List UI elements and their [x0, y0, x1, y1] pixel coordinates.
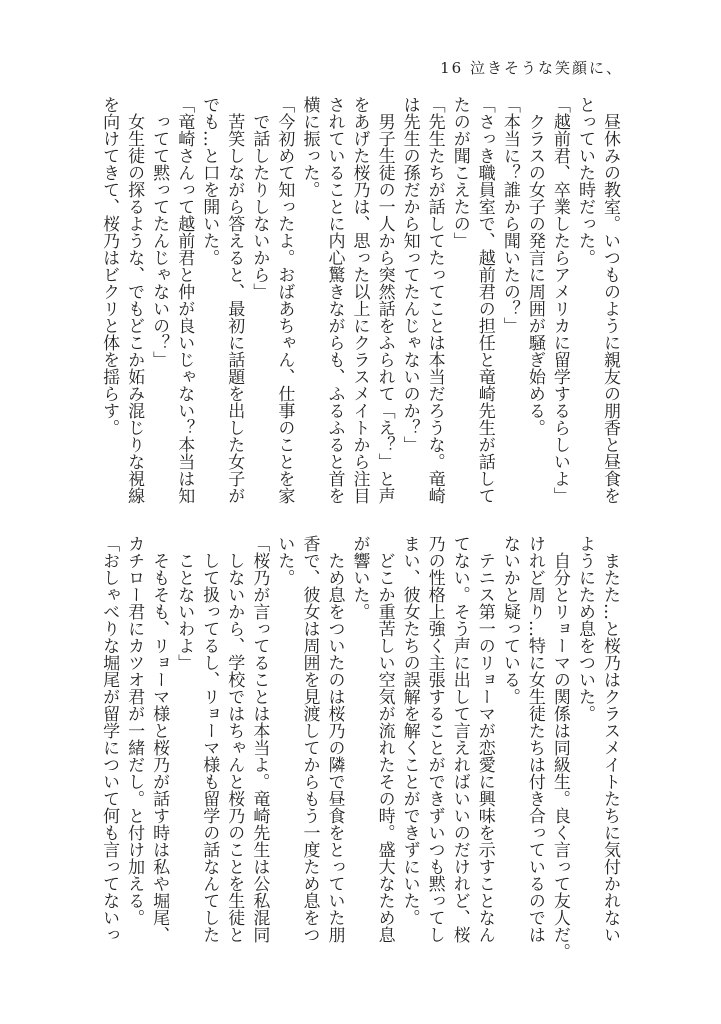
text-line: またた…と桜乃はクラスメイトたちに気付かれない: [600, 535, 620, 943]
text-line: ため息をついたのは桜乃の隣で昼食をとっていた朋: [324, 535, 345, 943]
text-line: たのが聞こえたの」: [449, 96, 470, 249]
text-line: ようにため息をついた。: [574, 535, 595, 722]
text-line: とっていた時だった。: [574, 96, 595, 266]
chapter-title: 泣きそうな笑顔に、: [469, 59, 623, 77]
text-line: 自分とリョーマの関係は同級生。良く言って友人だ。: [549, 535, 570, 960]
text-line: カチロー君にカツオ君が一緒だし。と付け加える。: [124, 535, 145, 926]
text-line: 苦笑しながら答えると、最初に話題を出した女子が: [224, 96, 245, 504]
text-line: で話したりしないから」: [249, 96, 270, 300]
text-line: クラスの女子の発言に周囲が騒ぎ始める。: [524, 96, 545, 436]
text-line: 「本当に？誰から聞いたの？」: [499, 96, 520, 334]
text-line: 「先生たちが話してたってことは本当だろうな。竜崎: [424, 96, 445, 504]
page-number: 16: [440, 59, 464, 77]
text-line: でも…と口を開いた。: [199, 96, 220, 266]
upper-text-block: [96, 96, 622, 526]
text-line: 横に振った。: [299, 96, 320, 198]
text-line: 女生徒の探るような、でもどこか妬み混じりな視線: [124, 96, 145, 504]
text-line: を向けてきて、桜乃はビクリと体を揺らす。: [99, 96, 120, 436]
text-line: そもそも、リョーマ様と桜乃が話す時は私や堀尾、: [149, 535, 170, 943]
text-line: 昼休みの教室。いつものように親友の朋香と昼食を: [600, 96, 620, 504]
text-line: 「今初めて知ったよ。おばあちゃん、仕事のことを家: [274, 96, 295, 504]
page-header: [440, 58, 623, 78]
text-line: 乃の性格上強く主張することができずいつも黙ってし: [424, 535, 445, 943]
lower-text-block: [96, 535, 622, 965]
text-line: どこか重苦しい空気が流れたその時。盛大なため息: [374, 535, 395, 943]
text-line: ないかと疑っている。: [499, 535, 520, 705]
text-line: いた。: [274, 535, 295, 586]
text-line: テニス第一のリョーマが恋愛に興味を示すことなん: [474, 535, 495, 943]
text-line: 香で、彼女は周囲を見渡してからもう一度ため息をつ: [299, 535, 320, 943]
text-line: されていることに内心驚きながらも、ふるふると首を: [324, 96, 345, 504]
text-line: 「竜崎さんって越前君と仲が良いじゃない？本当は知: [174, 96, 195, 504]
text-line: して扱ってるし、リョーマ様も留学の話なんてした: [199, 535, 220, 943]
text-line: が響いた。: [349, 535, 370, 620]
text-line: をあげた桜乃は、思った以上にクラスメイトから注目: [349, 96, 370, 504]
text-line: 「越前君、卒業したらアメリカに留学するらしいよ」: [549, 96, 570, 504]
text-line: ってて黙ってたんじゃないの？」: [149, 96, 170, 368]
text-line: てない。そう声に出して言えればいいのだけれど、桜: [449, 535, 470, 943]
text-line: しないから、学校ではちゃんと桜乃のことを生徒と: [224, 535, 245, 943]
text-line: 「桜乃が言ってることは本当よ。竜崎先生は公私混同: [249, 535, 270, 943]
text-line: 「さっき職員室で、越前君の担任と竜崎先生が話して: [474, 96, 495, 504]
text-line: 男子生徒の一人から突然話をふられて「え？」と声: [374, 96, 395, 504]
text-line: けれど周り…特に女生徒たちは付き合っているのでは: [524, 535, 545, 943]
text-line: ことないわよ」: [174, 535, 195, 671]
text-line: まい、彼女たちの誤解を解くことができずにいた。: [399, 535, 420, 926]
text-line: 「おしゃべりな堀尾が留学について何も言ってないっ: [99, 535, 120, 943]
text-line: は先生の孫だから知ってたんじゃないのか？」: [399, 96, 420, 453]
